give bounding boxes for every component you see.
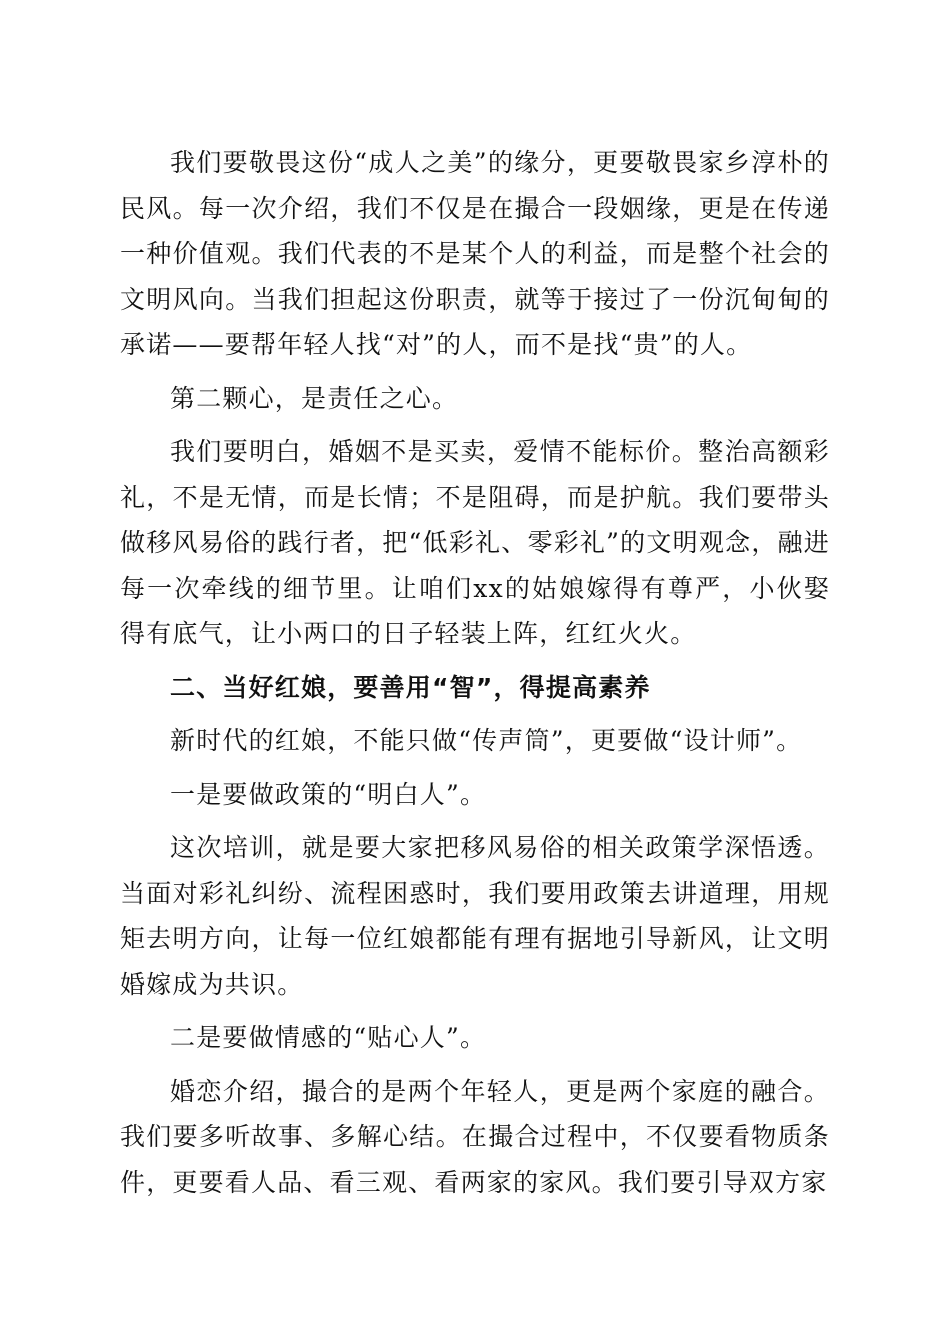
- document-body: [120, 140, 830, 1205]
- section-heading: 二、当好红娘，要善用“智”，得提高素养: [170, 672, 651, 702]
- paragraph-3: 我们要明白，婚姻不是买卖，爱情不能标价。整治高额彩礼，不是无情，而是长情；不是阻碍，而是护航。我们要带头做移风易俗的践行者，把“低彩礼、零彩礼”的文明观念，融进每一次牵线的细节里。让咱们xx的姑娘嫁得有尊严，小伙娶得有底气，让小两口的日子轻装上阵，红红火火。: [120, 437, 830, 648]
- paragraph-6: 这次培训，就是要大家把移风易俗的相关政策学深悟透。当面对彩礼纠纷、流程困惑时，我们要用政策去讲道理，用规矩去明方向，让每一位红娘都能有理有据地引导新风，让文明婚嫁成为共识。: [120, 833, 830, 999]
- paragraph-2: 第二颗心，是责任之心。: [170, 383, 459, 413]
- paragraph-5: 一是要做政策的“明白人”。: [170, 779, 487, 809]
- paragraph-4: 新时代的红娘，不能只做“传声筒”，更要做“设计师”。: [170, 726, 803, 755]
- paragraph-8: 婚恋介绍，撮合的是两个年轻人，更是两个家庭的融合。我们要多听故事、多解心结。在撮合过程中，不仅要看物质条件，更要看人品、看三观、看两家的家风。我们要引导双方家: [120, 1076, 830, 1197]
- paragraph-1: 我们要敬畏这份“成人之美”的缘分，更要敬畏家乡淳朴的民风。每一次介绍，我们不仅是在撮合一段姻缘，更是在传递一种价值观。我们代表的不是某个人的利益，而是整个社会的文明风向。当我们担起这份职责，就等于接过了一份沉甸甸的承诺——要帮年轻人找“对”的人，而不是找“贵”的人。: [120, 148, 830, 359]
- paragraph-7: 二是要做情感的“贴心人”。: [170, 1023, 487, 1052]
